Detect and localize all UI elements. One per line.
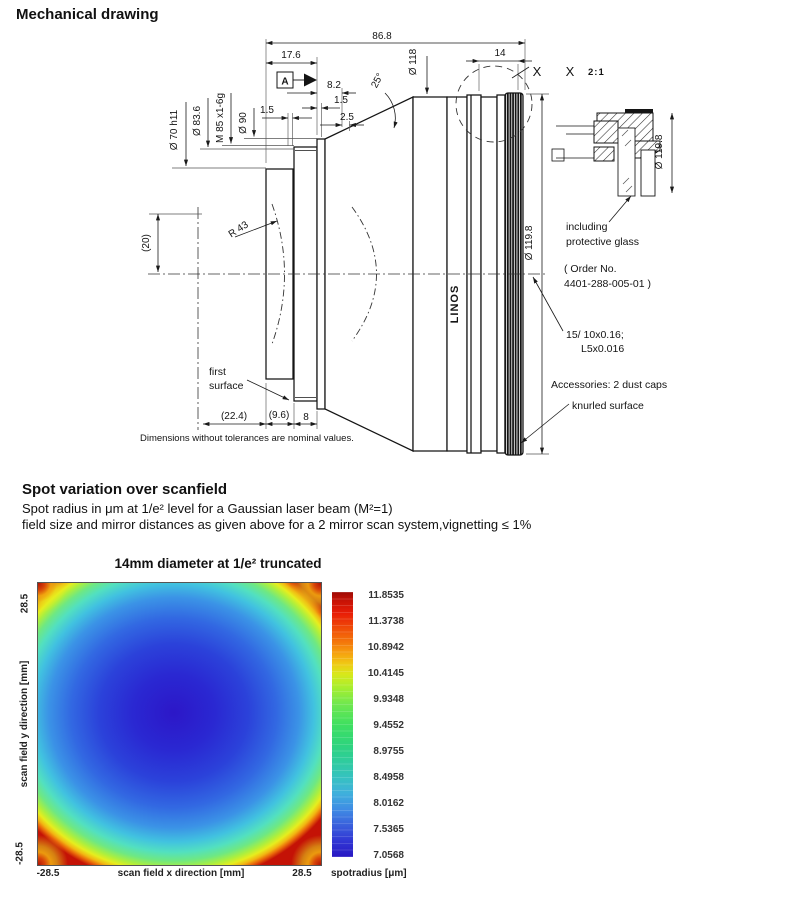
colorbar-tick: 9.9348 [373, 694, 404, 705]
order-no-label-1: ( Order No. [564, 263, 617, 275]
datum-label: A [281, 76, 289, 88]
colorbar-label: spotradius [μm] [331, 868, 407, 879]
first-surface-label-2: surface [209, 380, 244, 392]
colorbar-tick: 7.0568 [373, 850, 404, 861]
colorbar-tick: 9.4552 [373, 720, 404, 731]
dim-dia-70: Ø 70 h11 [169, 109, 180, 151]
colorbar-tick: 11.8535 [368, 590, 404, 601]
y-axis-label: scan field y direction [mm] [19, 660, 30, 788]
including-label-2: protective glass [566, 236, 639, 248]
spot-subtitle-2: field size and mirror distances as given above for a 2 mirror scan system,vignetting ≤ 1% [22, 517, 532, 532]
colorbar-tick: 10.4145 [367, 668, 404, 679]
knurl-spec-label-1: 15/ 10x0.16; [566, 329, 624, 341]
detail-mark-x: X [532, 64, 542, 79]
colorbar-tick: 10.8942 [367, 642, 404, 653]
dim-dia-119-8-detail: Ø 119.8 [654, 134, 665, 170]
colorbar-tick: 8.9755 [373, 746, 404, 757]
protective-glass [618, 128, 635, 196]
detail-scale: 2:1 [588, 67, 605, 78]
heatmap-title: 14mm diameter at 1/e² truncated [114, 556, 322, 571]
datum-flag [277, 72, 317, 88]
dim-dia-119-8: Ø 119.8 [524, 225, 535, 261]
scanfield-heatmap [37, 582, 322, 866]
spot-section-heading: Spot variation over scanfield [22, 481, 228, 498]
dim-dia-118: Ø 118 [408, 48, 419, 76]
dim-9-6: (9.6) [268, 410, 290, 421]
dim-22-4: (22.4) [220, 411, 248, 422]
dim-2-5: 2.5 [340, 112, 354, 123]
dim-dia-90: Ø 90 [238, 112, 249, 134]
dim-offset-20: (20) [141, 234, 152, 252]
dim-radius-43: R 43 [226, 219, 251, 241]
colorbar-tick: 11.3738 [368, 616, 404, 627]
dim-8: 8 [303, 412, 309, 423]
dim-1-5-left: 1.5 [260, 105, 274, 116]
detail-view [552, 109, 660, 196]
colorbar-tick: 8.4958 [373, 772, 404, 783]
tolerance-note: Dimensions without tolerances are nominal values. [140, 433, 354, 444]
dim-dia-83-6: Ø 83.6 [192, 105, 203, 137]
dim-knurl-width: 14 [494, 48, 506, 59]
including-label-1: including [566, 221, 608, 233]
order-no-label-2: 4401-288-005-01 ) [564, 278, 651, 290]
first-surface-label-1: first [209, 366, 226, 378]
dim-front-length: 17.6 [281, 50, 301, 61]
dim-overall-length: 86.8 [372, 31, 392, 42]
dim-thread-m85: M 85 x1-6g [215, 92, 226, 144]
x-tick-right: 28.5 [292, 868, 312, 879]
dim-8-2: 8.2 [327, 80, 341, 91]
colorbar-tick: 8.0162 [373, 798, 404, 809]
brand-label: LINOS [449, 284, 461, 324]
y-tick-bottom: -28.5 [14, 842, 26, 865]
spot-subtitle-1: Spot radius in μm at 1/e² level for a Gaussian laser beam (M²=1) [22, 501, 393, 516]
dim-1-5-right: 1.5 [334, 95, 348, 106]
detail-label-x: X [565, 64, 575, 79]
colorbar [332, 592, 353, 857]
x-tick-left: -28.5 [36, 868, 60, 879]
accessories-label: Accessories: 2 dust caps [551, 379, 668, 391]
knurl-spec-label-2: L5x0.016 [581, 343, 625, 355]
page-title: Mechanical drawing [16, 6, 159, 23]
colorbar-tick: 7.5365 [373, 824, 404, 835]
x-axis-label: scan field x direction [mm] [117, 868, 245, 879]
y-tick-top: 28.5 [19, 593, 31, 614]
dim-cone-angle: 25° [369, 71, 387, 91]
knurled-surface-label: knurled surface [572, 400, 644, 412]
